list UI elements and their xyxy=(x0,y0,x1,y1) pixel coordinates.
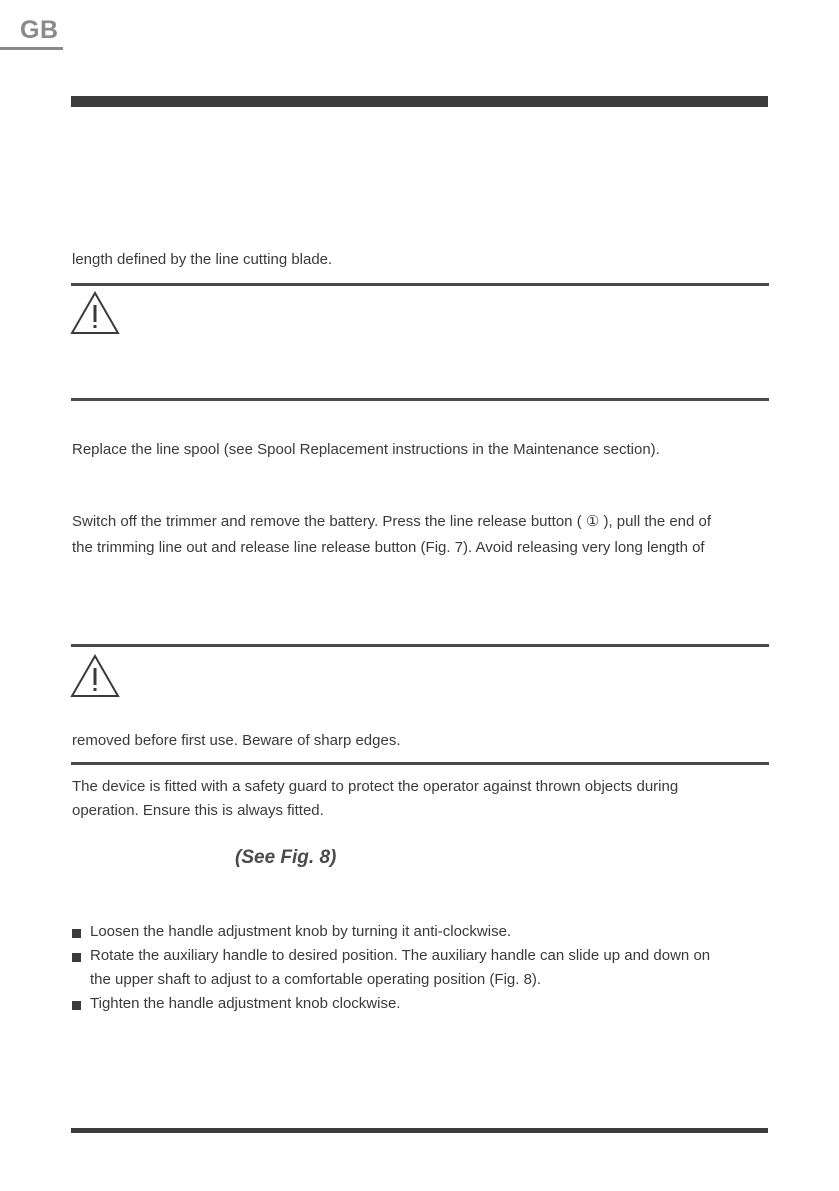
guard-text-1: The device is fitted with a safety guard to protect the operator against thrown objects during xyxy=(72,778,679,795)
list-item xyxy=(72,992,710,1016)
bullet-square-icon xyxy=(72,929,81,938)
warning2-text: removed before first use. Beware of sharp edges. xyxy=(72,732,401,749)
warning2-top-rule xyxy=(71,644,769,647)
step-text-continued: the upper shaft to adjust to a comfortable operating position (Fig. 8). xyxy=(90,971,542,988)
footer-bar xyxy=(71,1128,768,1133)
warning1-bottom-rule xyxy=(71,398,769,401)
language-tag-underline xyxy=(0,47,63,50)
warning-triangle-icon xyxy=(70,291,120,335)
fig-8-reference: (See Fig. 8) xyxy=(235,847,337,868)
handle-steps-list xyxy=(72,920,710,1016)
warning-triangle-icon xyxy=(70,654,120,698)
line-release-text-2: the trimming line out and release line release button (Fig. 7). Avoid releasing very long length of xyxy=(72,539,705,556)
bullet-square-icon xyxy=(72,1001,81,1010)
step-text: Loosen the handle adjustment knob by turning it anti-clockwise. xyxy=(90,923,512,940)
spool-replace-text: Replace the line spool (see Spool Replacement instructions in the Maintenance section). xyxy=(72,441,660,458)
warning2-bottom-rule xyxy=(71,762,769,765)
step-text: Rotate the auxiliary handle to desired position. The auxiliary handle can slide up and down on xyxy=(90,947,711,964)
list-item xyxy=(72,944,710,992)
line-release-text-1: Switch off the trimmer and remove the battery. Press the line release button ( ① ), pull the end of xyxy=(72,513,712,530)
list-item xyxy=(72,920,710,944)
language-tag: GB xyxy=(20,16,59,44)
guard-text-2: operation. Ensure this is always fitted. xyxy=(72,802,324,819)
warning1-top-rule xyxy=(71,283,769,286)
header-bar xyxy=(71,96,768,107)
section1-text: length defined by the line cutting blade. xyxy=(72,251,333,268)
step-text: Tighten the handle adjustment knob clockwise. xyxy=(90,995,401,1012)
bullet-square-icon xyxy=(72,953,81,962)
